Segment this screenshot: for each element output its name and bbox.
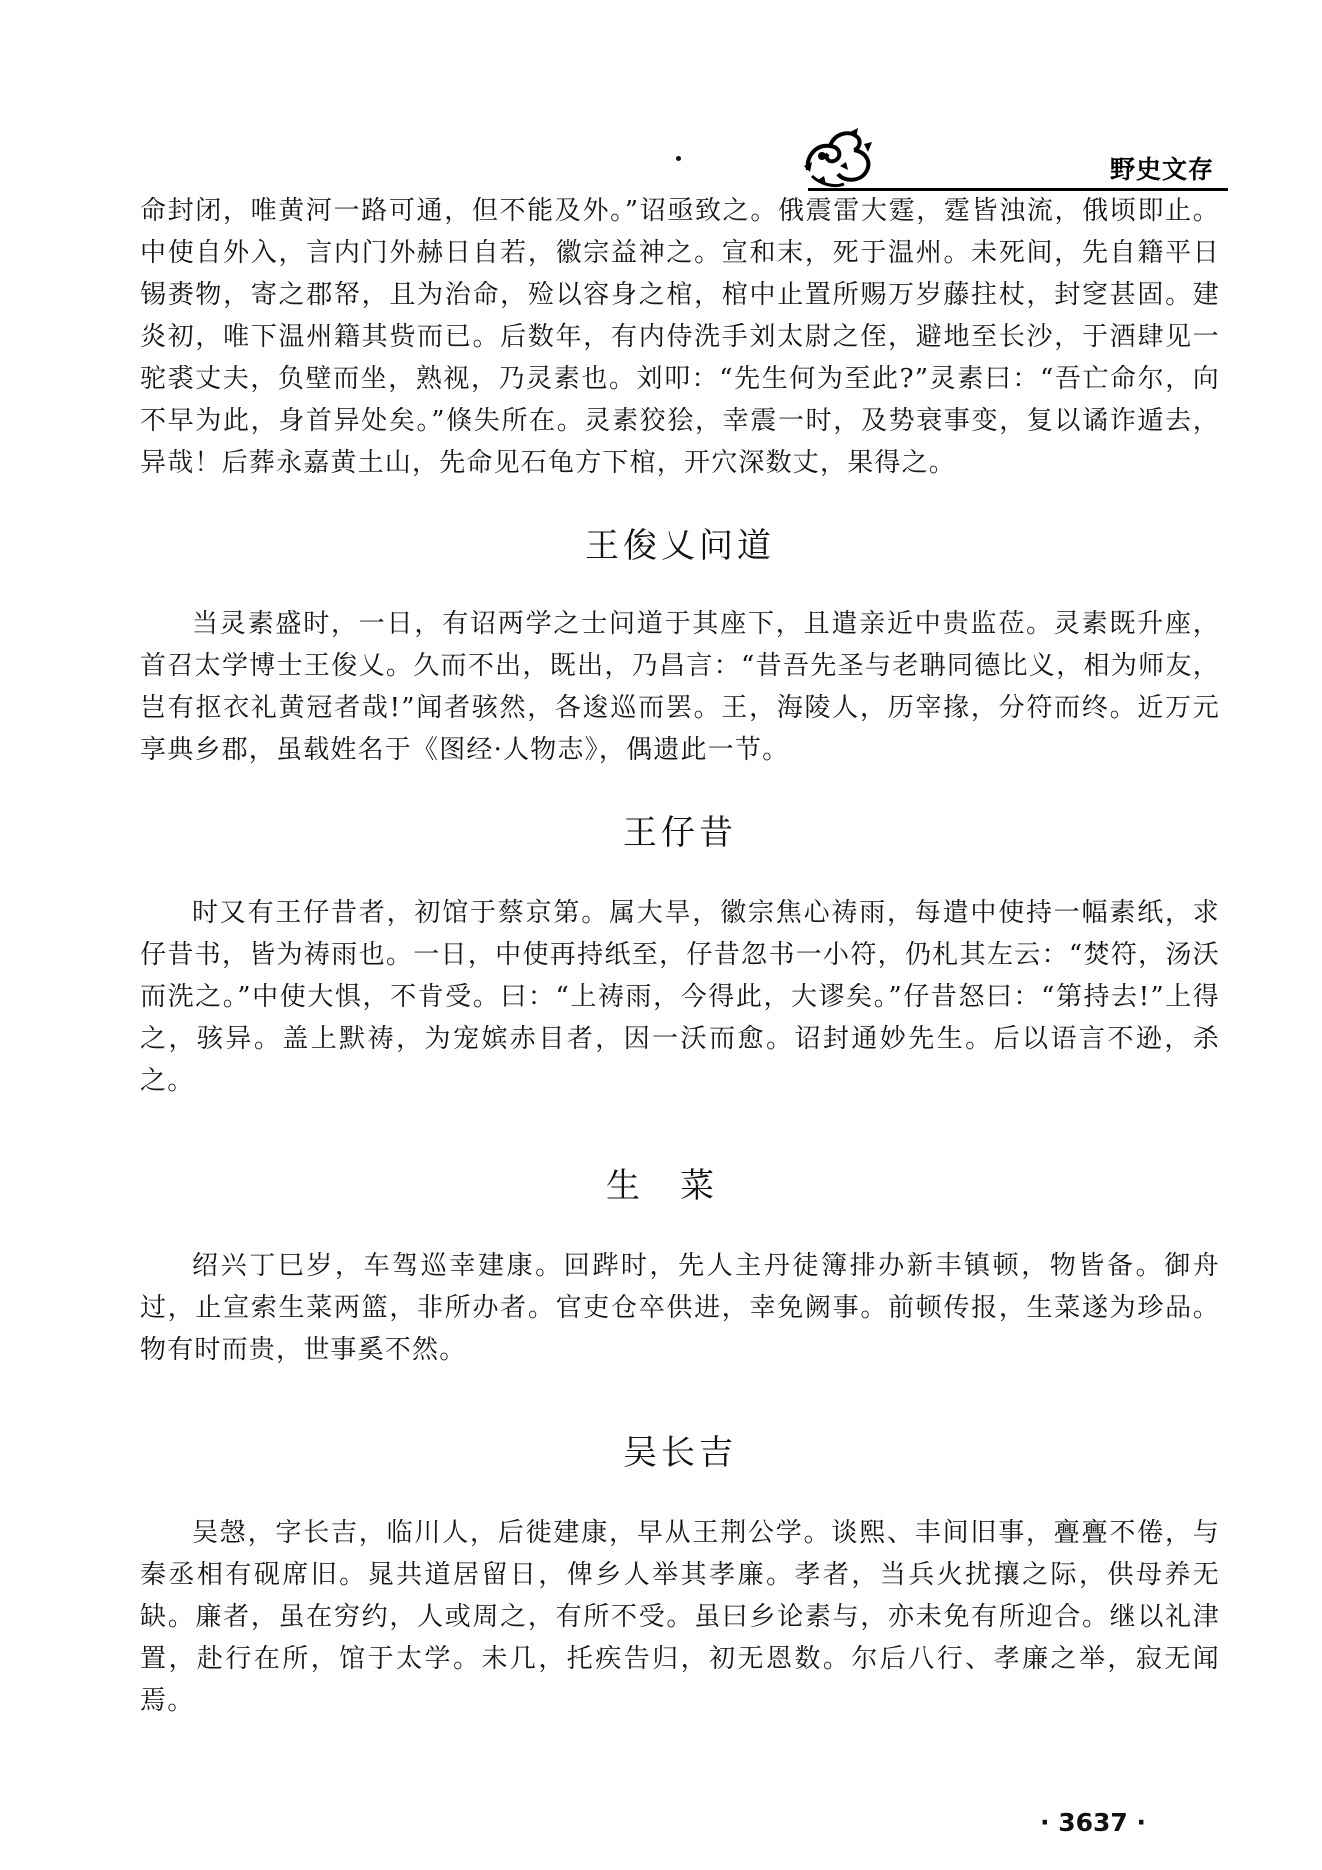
page-content [140, 190, 1220, 1722]
section-title-wu-changji: 吴长吉 [623, 1433, 737, 1473]
running-header [0, 120, 1322, 200]
section-title-wang-zixi: 王仔昔 [623, 813, 737, 853]
series-title: 野史文存 [1110, 155, 1215, 184]
continuation-paragraph: 命封闭，唯黄河一路可通，但不能及外。”诏亟致之。俄震雷大霆，霆皆浊流，俄顷即止。中使自外入，言内门外赫日自若，徽宗益神之。宣和末，死于温州。未死间，先自籍平日锡赉物，寄之郡帑，且为治命，殓以容身之棺，棺中止置所赐万岁藤拄杖，封窆甚固。建炎初，唯下温州籍其赀而已。后数年，有内侍洗手刘太尉之侄，避地至长沙，于酒肆见一驼裘丈夫，负壁而坐，熟视，乃灵素也。刘叩：“先生何为至此?”灵素曰：“吾亡命尔，向不早为此，身首异处矣。”倏失所在。灵素狡狯，幸震一时，及势衰事变，复以谲诈遁去，异哉！后葬永嘉黄土山，先命见石龟方下棺，开穴深数丈，果得之。 [140, 196, 1220, 478]
section-title-shengcai: 生菜 [606, 1166, 754, 1206]
header-dot [676, 156, 681, 161]
section-body-wang-junyi: 当灵素盛时，一日，有诏两学之士问道于其座下，且遣亲近中贵监莅。灵素既升座，首召太学博士王俊乂。久而不出，既出，乃昌言：“昔吾先圣与老聃同德比义，相为师友，岂有抠衣礼黄冠者哉!”闻者骇然，各逡巡而罢。王，海陵人，历宰掾，分符而终。近万元享典乡郡，虽载姓名于《图经·人物志》，偶遗此一节。 [140, 609, 1220, 765]
section-body-shengcai: 绍兴丁巳岁，车驾巡幸建康。回跸时，先人主丹徒簿排办新丰镇顿，物皆备。御舟过，止宣索生菜两篮，非所办者。官吏仓卒供进，幸免阙事。前顿传报，生菜遂为珍品。物有时而贵，世事奚不然。 [140, 1251, 1220, 1365]
dragon-emblem-icon [800, 126, 876, 194]
section-title-wang-junyi: 王俊乂问道 [585, 526, 775, 566]
section-body-wang-zixi: 时又有王仔昔者，初馆于蔡京第。属大旱，徽宗焦心祷雨，每遣中使持一幅素纸，求仔昔书，皆为祷雨也。一日，中使再持纸至，仔昔忽书一小符，仍札其左云：“焚符，汤沃而洗之。”中使大惧，不肯受。曰：“上祷雨，今得此，大谬矣。”仔昔怒曰：“第持去!”上得之，骇异。盖上默祷，为宠嫔赤目者，因一沃而愈。诏封通妙先生。后以语言不逊，杀之。 [140, 898, 1220, 1096]
page-number: · 3637 · [1040, 1808, 1146, 1837]
section-body-wu-changji: 吴愨，字长吉，临川人，后徙建康，早从王荆公学。谈熙、丰间旧事，亹亹不倦，与秦丞相有砚席旧。晁共道居留日，俾乡人举其孝廉。孝者，当兵火扰攘之际，供母养无缺。廉者，虽在穷约，人或周之，有所不受。虽曰乡论素与，亦未免有所迎合。继以礼津置，赴行在所，馆于太学。未几，托疾告归，初无恩数。尔后八行、孝廉之举，寂无闻焉。 [140, 1518, 1220, 1716]
